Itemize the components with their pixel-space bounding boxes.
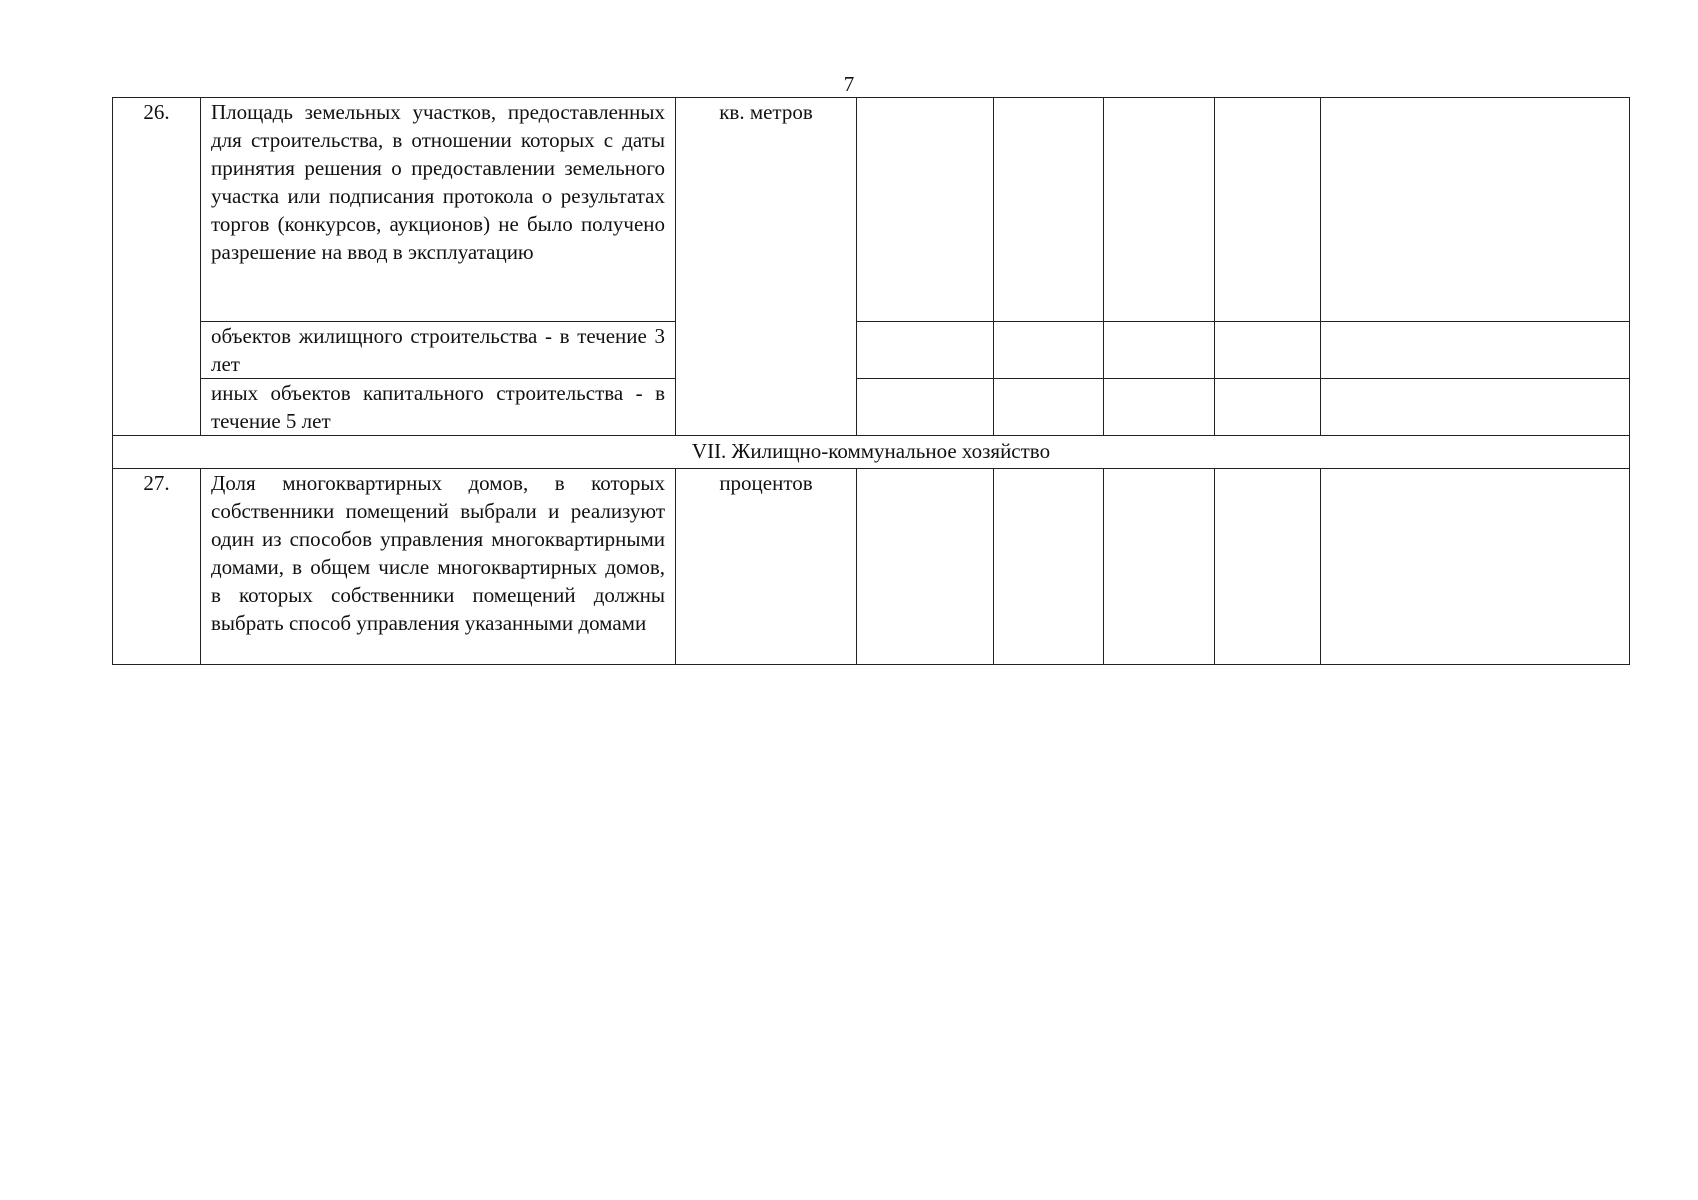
value-cell	[994, 469, 1104, 665]
notes-cell	[1321, 98, 1630, 322]
notes-cell	[1321, 322, 1630, 379]
row-number-27: 27.	[113, 469, 201, 665]
section-title-housing-utilities: VII. Жилищно-коммунальное хозяйство	[113, 436, 1630, 469]
row-subitem-housing: объектов жилищного строительства - в течение 3 лет	[201, 322, 676, 379]
value-cell	[1104, 379, 1215, 436]
section-header-row	[113, 436, 1630, 469]
value-cell	[994, 98, 1104, 322]
value-cell	[857, 469, 994, 665]
table-row-26	[113, 98, 1630, 322]
row-description-26: Площадь земельных участков, предоставленных для строительства, в отношении которых с даты принятия решения о предоставлении земельного участка или подписания протокола о результатах торгов (конкурсов, аукционов) не было получено разрешение на ввод в эксплуатацию	[201, 98, 676, 322]
value-cell	[1215, 379, 1321, 436]
row-description-27: Доля многоквартирных домов, в которых собственники помещений выбрали и реализуют один из способов управления многоквартирными домами, в общем числе многоквартирных домов, в которых собственники помещений должны выбрать способ управления указанными домами	[201, 469, 676, 665]
notes-cell	[1321, 379, 1630, 436]
table-row-26-other	[113, 379, 1630, 436]
value-cell	[1104, 322, 1215, 379]
table-row-26-housing	[113, 322, 1630, 379]
row-number-26: 26.	[113, 98, 201, 436]
value-cell	[1104, 98, 1215, 322]
row-unit-27: процентов	[676, 469, 857, 665]
value-cell	[1215, 469, 1321, 665]
page-number: 7	[843, 72, 855, 96]
value-cell	[1215, 322, 1321, 379]
table-row-27	[113, 469, 1630, 665]
value-cell	[857, 379, 994, 436]
notes-cell	[1321, 469, 1630, 665]
value-cell	[994, 322, 1104, 379]
value-cell	[994, 379, 1104, 436]
value-cell	[857, 98, 994, 322]
indicators-table	[112, 97, 1630, 665]
value-cell	[1104, 469, 1215, 665]
value-cell	[1215, 98, 1321, 322]
value-cell	[857, 322, 994, 379]
row-unit-26: кв. метров	[676, 98, 857, 436]
row-subitem-other: иных объектов капитального строительства - в течение 5 лет	[201, 379, 676, 436]
